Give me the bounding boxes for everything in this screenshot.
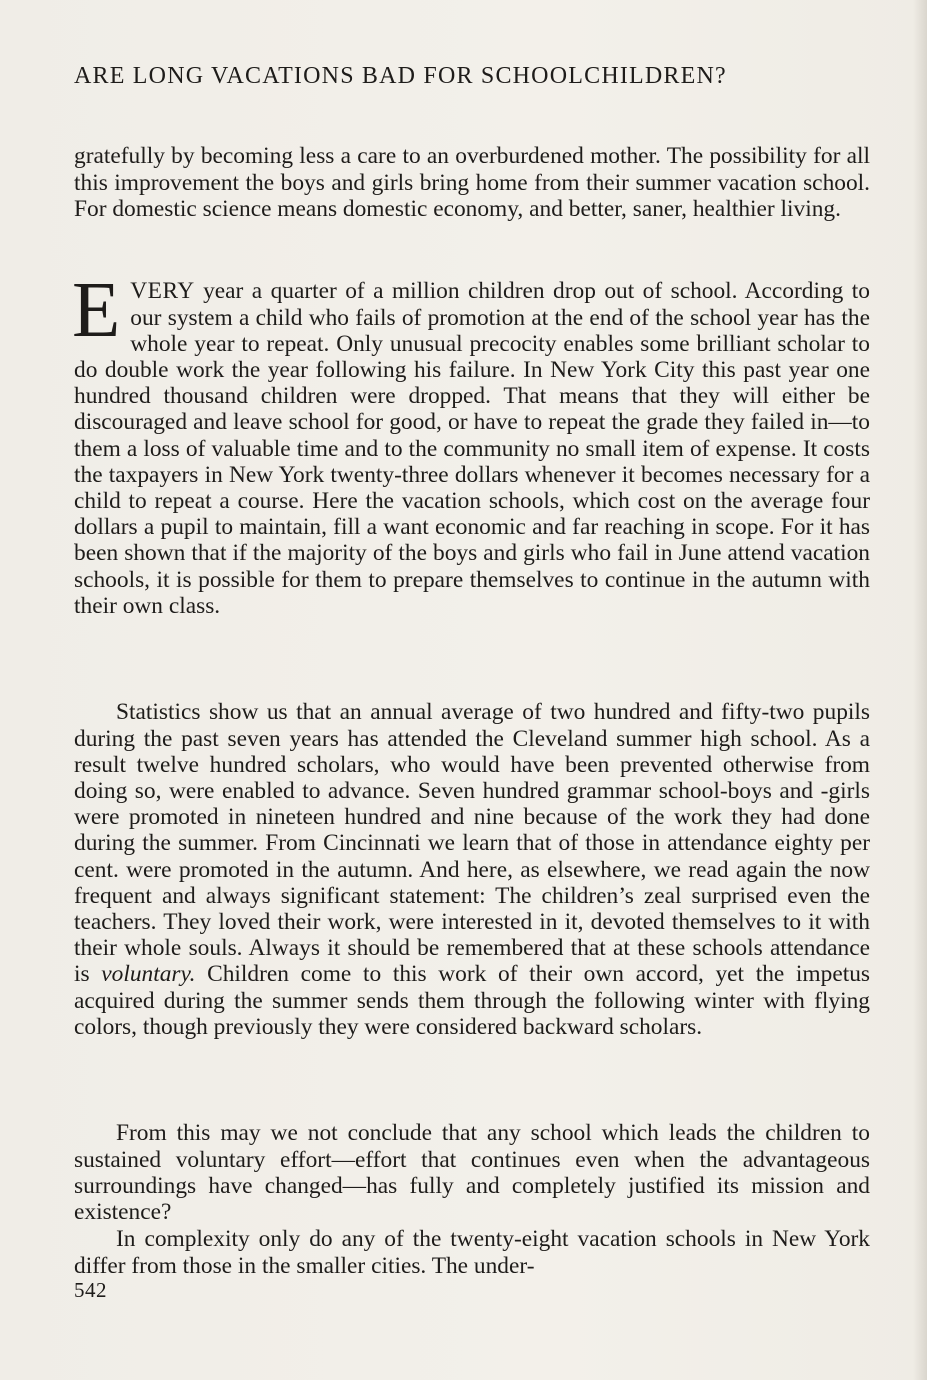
small-caps-lead: VERY — [130, 278, 195, 305]
paragraph-statistics — [74, 699, 870, 1040]
page-number: 542 — [74, 1278, 107, 1302]
paragraph-every-year-text: year a quarter of a million children drop out of school. According to our system a child who fails of promotion at the end of the school year has the whole year to repeat. Only unusual precocity enables some brilliant scholar to do double work the year following his failure. In New York City this past year one hundred thousand children were dropped. That means that they will either be discouraged and leave school for good, or have to repeat the grade they failed in—to them a loss of valuable time and to the community no small item of expense. It costs the taxpayers in New York twenty-three dollars whenever it becomes necessary for a child to repeat a course. Here the vacation schools, which cost on the average four dollars a pupil to maintain, fill a want economic and far reaching in scope. For it has been shown that if the majority of the boys and girls who fail in June attend vacation schools, it is possible for them to prepare themselves to continue in the autumn with their own class. — [74, 278, 870, 619]
paragraph-statistics-text: Statistics show us that an annual average of two hundred and fifty-two pupils during the past seven years has attended the Cleveland summer high school. As a result twelve hundred scholars, who would have been prevented otherwise from doing so, were enabled to advance. Seven hundred grammar school-boys and -girls were promoted in nineteen hundred and nine because of the work they had done during the summer. From Cincinnati we learn that of those in attendance eighty per cent. were promoted in the autumn. And here, as elsewhere, we read again the now frequent and always significant statement: The children’s zeal surprised even the teachers. They loved their work, were interested in it, devoted themselves to it with their whole souls. Always it should be remembered that at these schools attendance is — [74, 699, 870, 988]
running-head: ARE LONG VACATIONS BAD FOR SCHOOLCHILDREN? — [74, 63, 727, 89]
italic-emphasis: voluntary. — [101, 961, 196, 988]
page-gutter-shadow — [913, 0, 927, 1380]
paragraph-complexity: In complexity only do any of the twenty-eight vacation schools in New York differ from those in the smaller cities. The under- — [74, 1226, 870, 1279]
paragraph-every-year — [72, 267, 870, 619]
paragraph-continuation: gratefully by becoming less a care to an overburdened mother. The possibility for all this improvement the boys and girls bring home from their summer vacation school. For domestic science means domestic economy, and better, saner, healthier living. — [74, 143, 870, 222]
paragraph-conclusion-question: From this may we not conclude that any school which leads the children to sustained voluntary effort—effort that continues even when the advantageous surroundings have changed—has fully and completely justified its mission and existence? — [74, 1120, 870, 1225]
paragraph-statistics-text-end: Children come to this work of their own accord, yet the impetus acquired during the summer sends them through the following winter with flying colors, though previously they were considered backward scholars. — [74, 961, 870, 1040]
drop-cap: E — [72, 267, 121, 355]
